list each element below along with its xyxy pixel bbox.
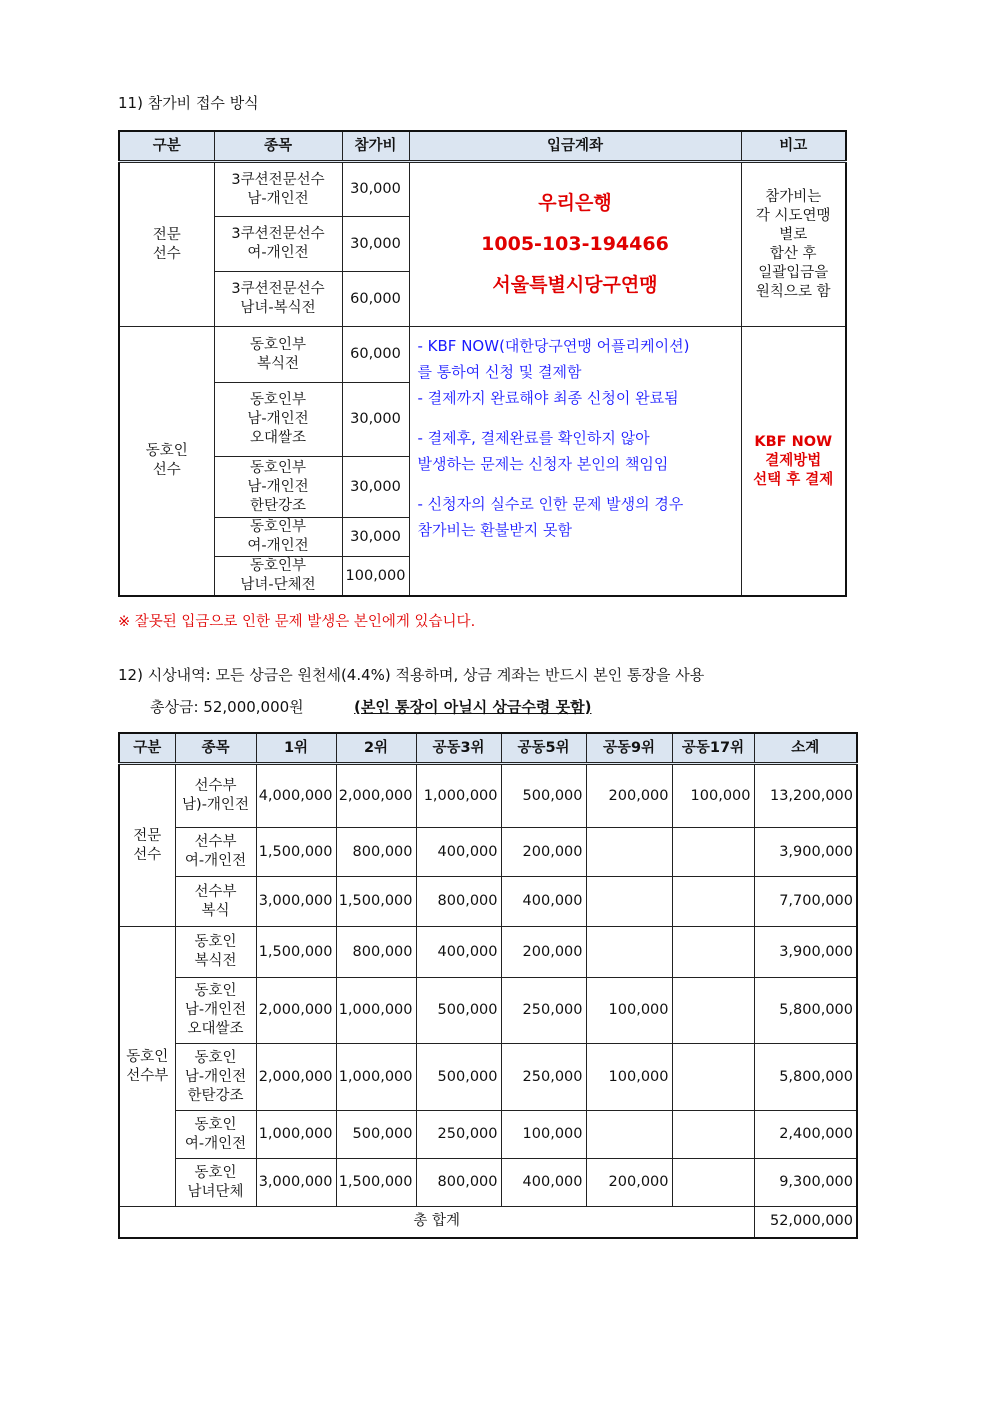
event-cell: 동호인부 남-개인전 한탄강조: [214, 457, 342, 518]
prize-header: 공동17위: [672, 733, 754, 764]
event-cell: 동호인 남-개인전 한탄강조: [175, 1044, 256, 1111]
prize-cell: 1,500,000: [256, 927, 336, 978]
subtotal-cell: 5,800,000: [754, 1044, 857, 1111]
table-row: [119, 1159, 857, 1207]
prize-header: 공동5위: [501, 733, 586, 764]
event-cell: 동호인 복식전: [175, 927, 256, 978]
prize-cell: [586, 1111, 672, 1159]
prize-cell: 200,000: [501, 927, 586, 978]
event-cell: 동호인 남-개인전 오대쌀조: [175, 978, 256, 1044]
section-11-title: 11) 참가비 접수 방식: [118, 94, 259, 112]
kbf-now-remarks: KBF NOW 결제방법 선택 후 결제: [741, 327, 846, 597]
subtotal-cell: 7,700,000: [754, 877, 857, 927]
prize-cell: [586, 877, 672, 927]
fee-cell: 30,000: [342, 217, 409, 272]
prize-cell: 500,000: [416, 978, 501, 1044]
prize-header: 1위: [256, 733, 336, 764]
prize-cell: [586, 927, 672, 978]
prize-cell: [672, 1111, 754, 1159]
prize-cell: 800,000: [336, 828, 416, 877]
prize-cell: [672, 828, 754, 877]
prize-cell: 800,000: [336, 927, 416, 978]
prize-cell: 100,000: [586, 1044, 672, 1111]
fee-cell: 60,000: [342, 327, 409, 383]
prize-cell: [672, 1159, 754, 1207]
prize-cell: 1,500,000: [256, 828, 336, 877]
prize-cell: [672, 877, 754, 927]
prize-header: 공동9위: [586, 733, 672, 764]
subtotal-cell: 13,200,000: [754, 764, 857, 828]
prize-cell: 200,000: [501, 828, 586, 877]
table-row: [119, 764, 857, 828]
event-cell: 동호인 남녀단체: [175, 1159, 256, 1207]
total-row: [119, 1207, 857, 1238]
prize-cell: 800,000: [416, 1159, 501, 1207]
amateur-group-label: 동호인 선수: [119, 327, 214, 597]
prize-cell: [672, 1044, 754, 1111]
prize-cell: 400,000: [501, 877, 586, 927]
prize-cell: 800,000: [416, 877, 501, 927]
prize-cell: 500,000: [501, 764, 586, 828]
header-fee: 참가비: [342, 131, 409, 162]
table-row: [119, 327, 846, 383]
prize-cell: 2,000,000: [256, 1044, 336, 1111]
fee-cell: 30,000: [342, 162, 409, 217]
fee-cell: 30,000: [342, 383, 409, 457]
prize-header-row: [119, 733, 857, 764]
pro-group-label: 전문 선수: [119, 764, 175, 927]
table-row: [119, 162, 846, 217]
prize-cell: [672, 927, 754, 978]
prize-cell: 1,000,000: [336, 978, 416, 1044]
event-cell: 3쿠션전문선수 남-개인전: [214, 162, 342, 217]
prize-cell: 100,000: [586, 978, 672, 1044]
prize-cell: [672, 978, 754, 1044]
event-cell: 동호인부 여-개인전: [214, 518, 342, 557]
bank-account-holder: 서울특별시당구연맹: [492, 274, 658, 296]
event-cell: 선수부 복식: [175, 877, 256, 927]
subtotal-cell: 9,300,000: [754, 1159, 857, 1207]
table-row: [119, 927, 857, 978]
prize-cell: 2,000,000: [336, 764, 416, 828]
prize-header: 공동3위: [416, 733, 501, 764]
prize-cell: 1,000,000: [416, 764, 501, 828]
bank-account-number: 1005-103-194466: [481, 233, 669, 255]
prize-header: 2위: [336, 733, 416, 764]
prize-cell: 400,000: [416, 828, 501, 877]
prize-cell: 250,000: [501, 978, 586, 1044]
header-event: 종목: [214, 131, 342, 162]
subtotal-cell: 3,900,000: [754, 828, 857, 877]
table-row: [119, 1044, 857, 1111]
prize-cell: 1,000,000: [336, 1044, 416, 1111]
event-cell: 선수부 여-개인전: [175, 828, 256, 877]
header-account: 입금계좌: [409, 131, 741, 162]
prize-cell: 200,000: [586, 764, 672, 828]
payment-note: - 신청자의 실수로 인한 문제 발생의 경우 참가비는 환불받지 못함: [417, 495, 684, 539]
event-cell: 3쿠션전문선수 여-개인전: [214, 217, 342, 272]
bank-account-cell: [409, 162, 741, 327]
prize-cell: 1,000,000: [256, 1111, 336, 1159]
entry-fee-header-row: [119, 131, 846, 162]
total-prize-text: 총상금: 52,000,000원: [150, 698, 304, 716]
amateur-group-label: 동호인 선수부: [119, 927, 175, 1207]
prize-header: 종목: [175, 733, 256, 764]
prize-cell: 400,000: [416, 927, 501, 978]
table-row: [119, 978, 857, 1044]
payment-note: - 결제후, 결제완료를 확인하지 않아 발생하는 문제는 신청자 본인의 책임임: [417, 429, 669, 473]
table-row: [119, 1111, 857, 1159]
prize-cell: 100,000: [672, 764, 754, 828]
fee-cell: 100,000: [342, 557, 409, 597]
prize-cell: 3,000,000: [256, 877, 336, 927]
prize-cell: 4,000,000: [256, 764, 336, 828]
payment-warning: ※ 잘못된 입금으로 인한 문제 발생은 본인에게 있습니다.: [118, 614, 476, 630]
prize-cell: 3,000,000: [256, 1159, 336, 1207]
event-cell: 동호인부 남녀-단체전: [214, 557, 342, 597]
event-cell: 3쿠션전문선수 남녀-복식전: [214, 272, 342, 327]
payment-note: - KBF NOW(대한당구연맹 어플리케이션) 를 통하여 신청 및 결제함: [417, 337, 690, 381]
fee-cell: 30,000: [342, 518, 409, 557]
fee-cell: 60,000: [342, 272, 409, 327]
prize-header: 구분: [119, 733, 175, 764]
subtotal-cell: 2,400,000: [754, 1111, 857, 1159]
prize-cell: 500,000: [416, 1044, 501, 1111]
prize-cell: 1,500,000: [336, 1159, 416, 1207]
header-category: 구분: [119, 131, 214, 162]
subtotal-cell: 5,800,000: [754, 978, 857, 1044]
total-value: 52,000,000: [754, 1207, 857, 1238]
pro-group-label: 전문 선수: [119, 162, 214, 327]
prize-cell: [586, 828, 672, 877]
payment-notes: [409, 327, 741, 597]
prize-cell: 1,500,000: [336, 877, 416, 927]
prize-header: 소계: [754, 733, 857, 764]
payment-note: - 결제까지 완료해야 최종 신청이 완료됨: [417, 389, 679, 407]
fee-cell: 30,000: [342, 457, 409, 518]
event-cell: 동호인부 남-개인전 오대쌀조: [214, 383, 342, 457]
prize-cell: 250,000: [416, 1111, 501, 1159]
prize-cell: 100,000: [501, 1111, 586, 1159]
entry-fee-table: [118, 130, 847, 597]
event-cell: 선수부 남)-개인전: [175, 764, 256, 828]
prize-cell: 500,000: [336, 1111, 416, 1159]
table-row: [119, 877, 857, 927]
bank-account-notice: (본인 통장이 아닐시 상금수령 못함): [354, 698, 592, 716]
header-remarks: 비고: [741, 131, 846, 162]
table-row: [119, 828, 857, 877]
prize-cell: 200,000: [586, 1159, 672, 1207]
subtotal-cell: 3,900,000: [754, 927, 857, 978]
event-cell: 동호인부 복식전: [214, 327, 342, 383]
section-12-title: 12) 시상내역: 모든 상금은 원천세(4.4%) 적용하며, 상금 계좌는 반드시 본인 통장을 사용: [118, 666, 705, 684]
bank-name: 우리은행: [538, 192, 612, 214]
prize-cell: 250,000: [501, 1044, 586, 1111]
event-cell: 동호인 여-개인전: [175, 1111, 256, 1159]
total-label: 총 합계: [119, 1207, 754, 1238]
prize-cell: 2,000,000: [256, 978, 336, 1044]
prize-table: [118, 732, 858, 1239]
pro-remarks: 참가비는 각 시도연맹 별로 합산 후 일괄입금을 원칙으로 함: [741, 162, 846, 327]
prize-cell: 400,000: [501, 1159, 586, 1207]
